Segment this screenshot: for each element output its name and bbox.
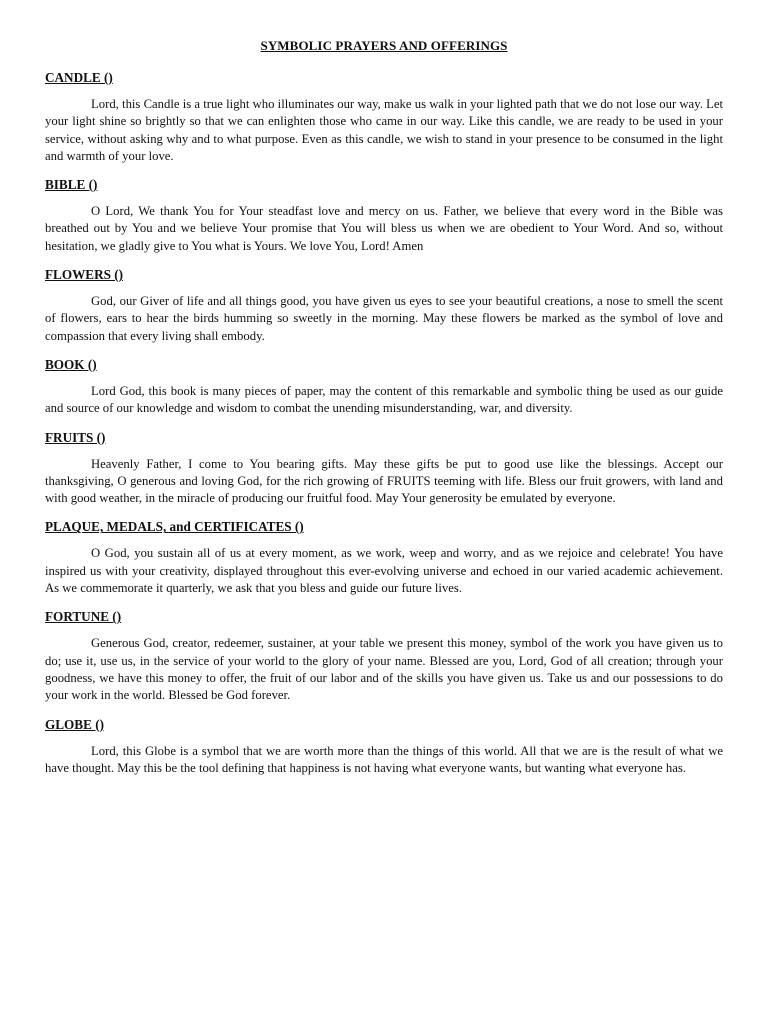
section-heading: FRUITS ()	[45, 429, 106, 445]
section-paragraph: God, our Giver of life and all things good, you have given us eyes to see your beautiful creations, a nose to smell the scent of flowers, ears to hear the birds humming so sweetly in the morning. May these flowers be marked as the symbol of love and compassion that every living shall embody.	[45, 294, 723, 343]
section-paragraph: Lord, this Globe is a symbol that we are worth more than the things of this world. All that we are is the result of what we have thought. May this be the tool defining that happiness is not having what everyone wants, but wanting what everyone has.	[45, 743, 723, 775]
section-paragraph: O God, you sustain all of us at every moment, as we work, weep and worry, and as we rejoice and celebrate! You have inspired us with your creativity, displayed throughout this ever-evolving universe and echoed in our varied academic achievement. As we commemorate it quarterly, we ask that you bless and guide our future lives.	[45, 546, 723, 596]
section-globe	[45, 716, 723, 778]
section-flowers	[45, 266, 723, 345]
section-heading: FLOWERS ()	[45, 267, 124, 283]
section-heading: GLOBE ()	[45, 716, 104, 732]
section-paragraph: Lord, this Candle is a true light who illuminates our way, make us walk in your lighted path that we do not lose our way. Let your light shine so brightly so that we can enlighten those who came in our way. Like this candle, we are ready to be used in your service, without asking why and to what purpose. Even as this candle, we wish to stand in your presence to be consumed in the light and warmth of your love.	[45, 97, 723, 163]
section-heading: PLAQUE, MEDALS, and CERTIFICATES ()	[45, 519, 304, 535]
section-heading: BOOK ()	[45, 356, 97, 372]
section-paragraph: O Lord, We thank You for Your steadfast love and mercy on us. Father, we believe that every word in the Bible was breathed out by You and we believe Your promise that You will bless us when we are obedient to Your Word. And so, without hesitation, we gladly give to You what is Yours. We love You, Lord! Amen	[45, 204, 723, 253]
section-paragraph: Lord God, this book is many pieces of paper, may the content of this remarkable and symbolic thing be used as our guide and source of our knowledge and wisdom to combat the unending misunderstanding, war, and diversity.	[45, 383, 723, 416]
section-bible	[45, 176, 723, 255]
section-paragraph: Generous God, creator, redeemer, sustainer, at your table we present this money, symbol of the work you have given us to do; use it, use us, in the service of your world to the glory of your name. Blessed are you, Lord, God of all creation; through your goodness, we have this money to offer, the fruit of our labor and of the skills you have given us. Take us and our possessions to do your work in the world. Blessed be God forever.	[45, 636, 723, 703]
section-heading: CANDLE ()	[45, 70, 113, 85]
section-candle	[45, 69, 723, 165]
document-title: SYMBOLIC PRAYERS AND OFFERINGS	[260, 38, 508, 53]
section-heading: BIBLE ()	[45, 177, 98, 193]
section-fortune	[45, 608, 723, 704]
section-paragraph: Heavenly Father, I come to You bearing gifts. May these gifts be put to good use like the blessings. Accept our thanksgiving, O generous and loving God, for the rich growing of FRUITS teeming with life. Bless our fruit growers, with land and with good weather, in the miracle of producing our fruitful food. May Your generosity be emulated by everyone.	[45, 456, 723, 506]
section-book	[45, 356, 723, 418]
section-heading: FORTUNE ()	[45, 609, 122, 625]
section-fruits	[45, 429, 723, 508]
section-plaque-medals-certificates	[45, 518, 723, 597]
